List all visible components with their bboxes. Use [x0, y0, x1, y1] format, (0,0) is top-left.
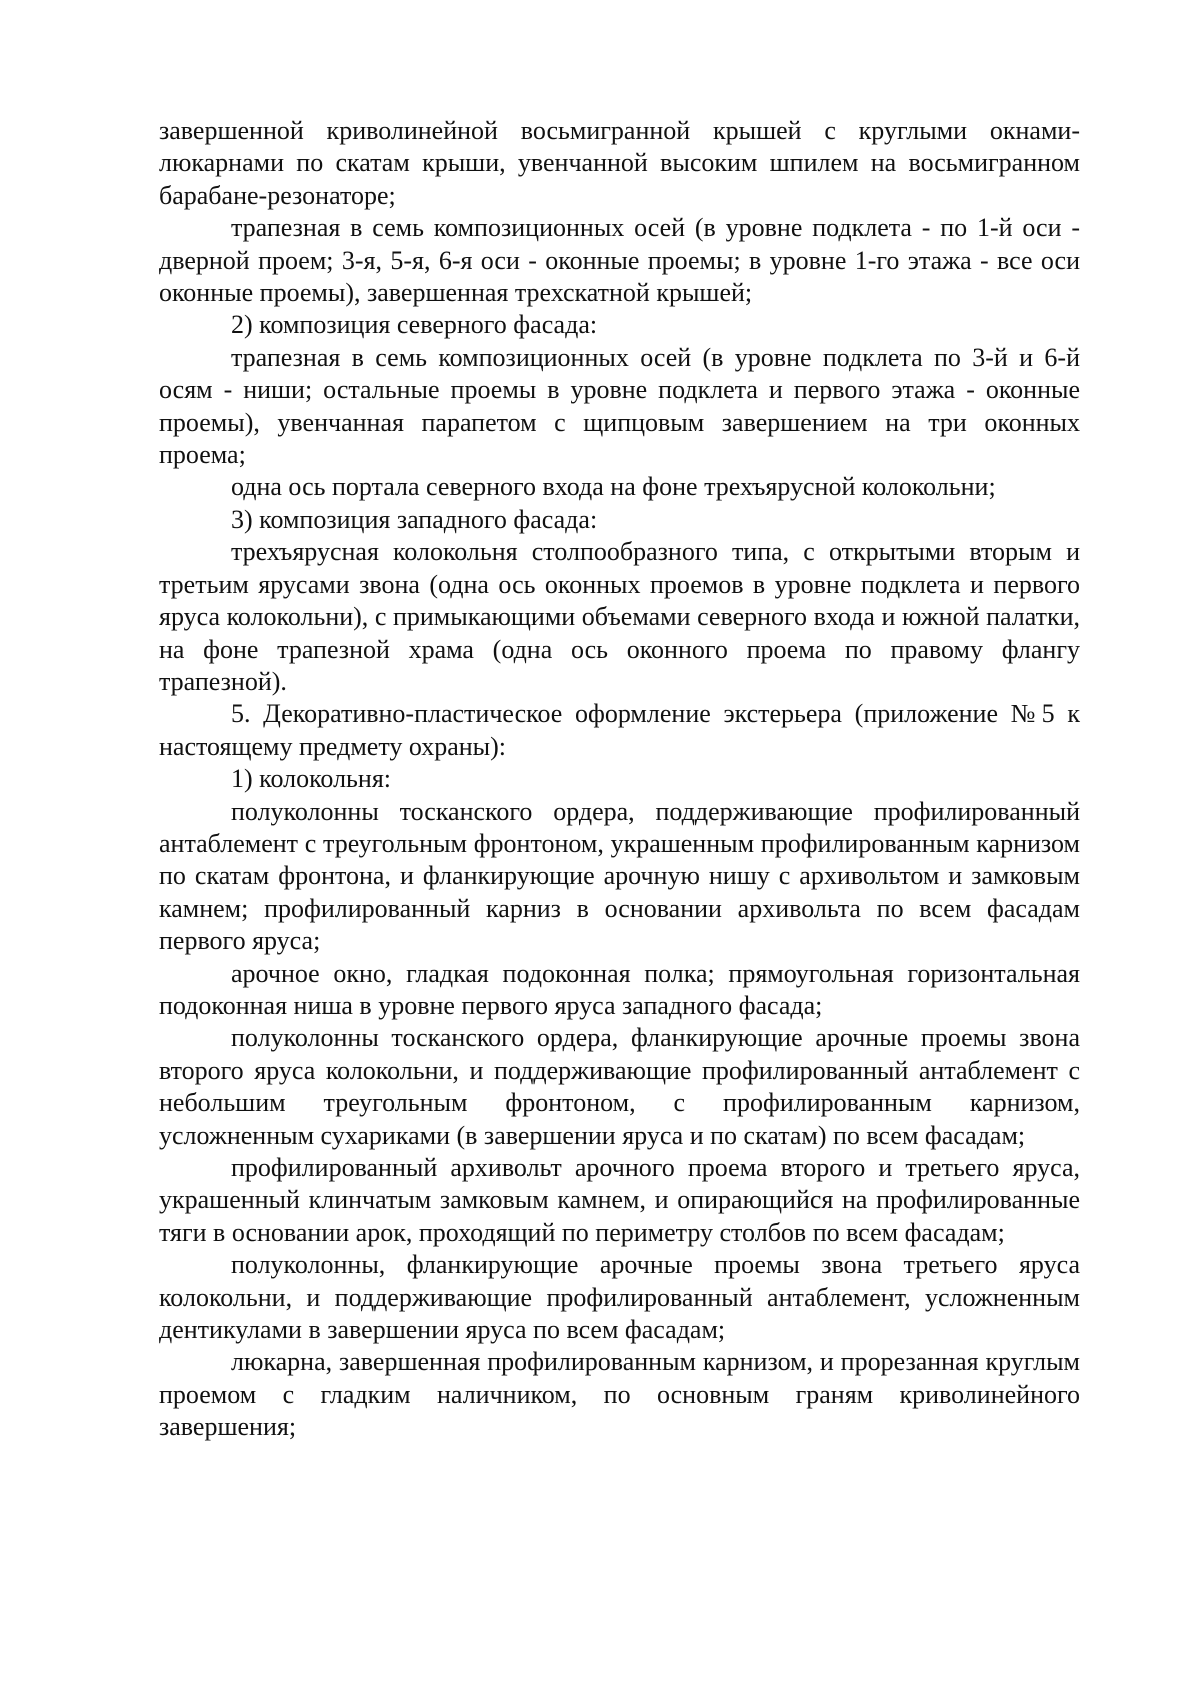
paragraph-half-columns-third-tier: полуколонны, фланкирующие арочные проемы звона третьего яруса колокольни, и поддерживающие профилированный антаблемент, усложненным дентикулами в завершении яруса по всем фасадам; — [159, 1250, 1080, 1345]
paragraph-bell-tower-west: трехъярусная колокольня столпообразного типа, с открытыми вторым и третьим ярусами звона (одна ось оконных проемов в уровне подклета и первого яруса колокольни), с примыкающими объемами северного входа и южной палатки, на фоне трапезной храма (одна ось оконного проема по правому флангу трапезной). — [159, 537, 1080, 696]
paragraph-archivolt: профилированный архивольт арочного проема второго и третьего яруса, украшенный клинчатым замковым камнем, и опирающийся на профилированные тяги в основании арок, проходящий по периметру столбов по всем фасадам; — [159, 1153, 1080, 1247]
heading-section-5: 5. Декоративно-пластическое оформление экстерьера (приложение №5 к настоящему предмету охраны): — [159, 699, 1080, 761]
paragraph-north-portal: одна ось портала северного входа на фоне трехъярусной колокольни; — [231, 472, 996, 502]
paragraph-arched-window: арочное окно, гладкая подоконная полка; прямоугольная горизонтальная подоконная ниша в уровне первого яруса западного фасада; — [159, 958, 1080, 1020]
paragraph-lucarne: люкарна, завершенная профилированным карнизом, и прорезанная круглым проемом с гладким наличником, по основным граням криволинейного завершения; — [159, 1347, 1080, 1442]
paragraph-half-columns-second-tier: полуколонны тосканского ордера, фланкирующие арочные проемы звона второго яруса колокольни, и поддерживающие профилированный антаблемент с небольшим треугольным фронтоном, с профилированным карнизом, усложненным сухариками (в завершении яруса и по скатам) по всем фасадам; — [159, 1023, 1080, 1150]
heading-bell-tower: 1) колокольня: — [231, 764, 391, 794]
paragraph-refectory-south: трапезная в семь композиционных осей (в уровне подклета - по 1-й оси - дверной проем; 3-я, 5-я, 6-я оси - оконные проемы; в уровне 1-го этажа - все оси оконные проемы), завершенная трехскатной крышей; — [159, 213, 1080, 308]
paragraph-continuation: завершенной криволинейной восьмигранной крышей с круглыми окнами-люкарнами по скатам крыши, увенчанной высоким шпилем на восьмигранном барабане-резонаторе; — [159, 116, 1080, 210]
heading-north-facade: 2) композиция северного фасада: — [231, 310, 598, 340]
heading-west-facade: 3) композиция западного фасада: — [231, 504, 598, 534]
paragraph-refectory-north: трапезная в семь композиционных осей (в уровне подклета по 3-й и 6-й осям - ниши; остальные проемы в уровне подклета и первого этажа - оконные проемы), увенчанная парапетом с щипцовым завершением на три оконных проема; — [159, 342, 1080, 470]
document-body — [159, 115, 1080, 1444]
paragraph-half-columns-first-tier: полуколонны тосканского ордера, поддерживающие профилированный антаблемент с треугольным фронтоном, украшенным профилированным карнизом по скатам фронтона, и фланкирующие арочную нишу с архивольтом и замковым камнем; профилированный карниз в основании архивольта по всем фасадам первого яруса; — [159, 796, 1080, 956]
